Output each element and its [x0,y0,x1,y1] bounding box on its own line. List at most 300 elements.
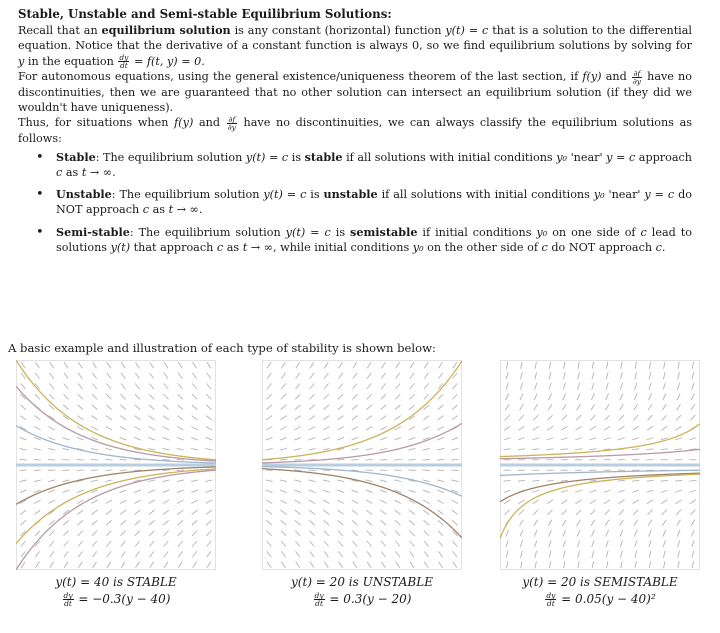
slope-mark [105,470,112,471]
slope-mark [590,426,596,430]
slope-mark [338,551,342,557]
slope-mark [93,562,97,568]
slope-mark [324,551,328,557]
slope-mark [548,510,553,515]
slope-mark [50,551,54,557]
slope-mark [549,530,552,537]
slope-mark [605,520,609,526]
slope-mark [135,541,140,547]
slope-mark [294,480,301,482]
slope-mark [548,520,552,526]
slope-mark [135,520,140,525]
slope-mark [309,500,315,503]
slope-mark [635,372,637,379]
slope-mark [352,437,359,440]
slope-mark [620,393,623,400]
slope-mark [120,500,126,503]
slope-mark [134,500,140,503]
slope-mark [367,384,372,390]
slope-mark [50,562,54,568]
slope-mark [634,393,637,400]
slope-mark [532,480,539,481]
slope-mark [20,490,27,493]
slope-mark [367,531,372,536]
slope-mark [592,561,593,568]
slope-mark [134,427,140,430]
slope-mark [295,541,300,547]
slope-mark [21,384,26,390]
slope-mark [453,362,457,368]
slope-mark [177,416,183,420]
slope-mark [561,500,567,504]
slope-mark [178,520,183,525]
slope-mark [438,405,443,410]
slope-mark [206,510,212,514]
slope-mark [621,561,622,568]
slope-mark [164,551,168,557]
slope-mark [504,500,510,504]
slope-mark [367,541,372,547]
slope-mark [423,459,430,460]
slope-mark [106,520,111,525]
slope-mark [518,426,524,430]
slope-mark [191,437,198,440]
slope-mark [338,416,344,420]
slope-mark [520,393,523,400]
slope-mark [663,530,666,537]
slope-mark [149,520,154,525]
slope-mark [649,372,651,379]
slope-mark [691,530,694,537]
section-title: Stable, Unstable and Semi-stable Equilibrium Solutions: [18,7,392,21]
slope-mark [267,384,272,390]
slope-mark [506,530,509,537]
slope-mark [192,384,197,390]
slope-mark [521,551,523,558]
slope-mark [107,384,112,390]
slope-mark [564,561,565,568]
slope-mark [121,362,125,368]
slope-mark [663,540,665,547]
slope-mark [518,438,525,440]
slope-mark [451,470,458,471]
slope-mark [561,449,568,450]
slope-mark [423,510,429,514]
slope-mark [48,480,55,482]
slope-mark [592,362,593,369]
slope-mark [591,404,595,410]
slope-mark [606,372,608,379]
slope-mark [309,437,316,440]
slope-mark [366,405,371,410]
slope-mark [589,480,596,481]
slope-mark [663,372,665,379]
slope-mark [91,500,97,503]
slope-mark [34,500,40,503]
slope-mark [437,500,443,503]
slope-mark [192,373,196,379]
slope-mark [20,437,27,440]
slope-mark [504,480,511,481]
slope-mark [92,551,96,557]
slope-mark [634,404,638,410]
slope-mark [280,480,287,482]
slope-mark [547,500,553,504]
slope-mark [353,551,357,557]
slope-mark [295,416,301,420]
slope-mark [547,438,554,440]
slope-mark [647,490,654,492]
slope-mark [92,384,97,390]
slope-mark [178,405,183,410]
slope-mark [120,520,125,525]
slope-mark [451,480,458,482]
slope-mark [410,373,414,379]
slope-mark [437,470,444,471]
slope-mark [178,562,182,568]
slope-mark [381,531,386,536]
slope-mark [310,541,315,547]
slope-mark [635,383,637,390]
slope-mark [352,520,357,525]
slope-mark [647,426,653,430]
slope-mark [452,520,457,525]
slope-mark [619,415,624,420]
slope-mark [689,480,696,481]
slope-mark [339,362,343,368]
slope-mark [149,427,155,430]
slope-mark [589,490,596,492]
slope-mark [352,510,358,514]
slope-mark [662,415,667,420]
slope-mark [562,415,567,420]
slope-mark [621,362,622,369]
slope-mark [78,562,82,568]
slope-mark [205,480,212,482]
slope-mark [563,372,565,379]
slope-mark [296,562,300,568]
slope-mark [163,405,168,410]
slope-mark [648,415,653,420]
slope-mark [533,500,539,504]
slope-mark [280,510,286,514]
slope-mark [192,416,198,420]
slope-mark [63,394,68,399]
slope-mark [380,490,387,493]
slope-mark [676,415,681,420]
slope-mark [576,500,582,504]
slope-mark [521,372,523,379]
slope-mark [135,405,140,410]
slope-mark [35,551,39,557]
slope-mark [149,405,154,410]
slope-mark [646,449,653,450]
slope-mark [163,531,168,536]
slope-mark [295,384,300,390]
slope-mark [309,394,314,399]
slope-mark [267,531,272,536]
slope-mark [20,448,27,450]
slope-mark [380,416,386,420]
slope-mark [310,373,314,379]
slope-mark [575,449,582,450]
slope-mark [438,373,442,379]
slope-mark [423,470,430,471]
slope-mark [191,490,198,493]
slope-mark [134,437,141,440]
slope-mark [281,373,285,379]
slope-mark [409,448,416,450]
slope-mark [592,372,594,379]
slope-mark [533,510,538,515]
slope-mark [92,405,97,410]
slope-mark [63,448,70,450]
slope-mark [106,427,112,430]
slope-mark [437,448,444,450]
fraction-dy-dt: $\frac{dy}{dt}$ [119,53,129,71]
slope-mark [592,383,594,390]
slope-mark [409,520,414,525]
slope-mark [561,426,567,430]
slope-mark [21,362,25,368]
slope-mark [635,540,637,547]
slope-mark [49,541,54,547]
slope-mark [577,383,579,390]
slope-mark [295,394,300,399]
slope-mark [150,373,154,379]
slope-mark [649,393,652,400]
slope-mark [395,531,400,536]
slope-mark [106,531,111,536]
slope-mark [308,470,315,471]
slope-mark [648,510,653,515]
slope-mark [605,510,610,515]
slope-mark [678,372,680,379]
slope-mark [353,362,357,368]
slope-mark [677,520,681,526]
slope-mark [606,383,608,390]
slope-mark [380,427,386,430]
text-block [18,7,692,262]
slope-mark [633,500,639,504]
slope-mark [590,510,595,515]
slope-mark [78,384,83,390]
slope-mark [396,562,400,568]
slope-mark [618,480,625,481]
slope-mark [324,405,329,410]
slope-mark [266,405,271,410]
slope-mark [352,500,358,503]
slope-mark [63,531,68,536]
slope-mark [192,405,197,410]
slope-mark [548,415,553,420]
slope-mark [395,510,401,514]
slope-mark [296,373,300,379]
slope-mark [266,520,271,525]
slope-mark [64,551,68,557]
slope-mark [424,531,429,536]
slope-mark [676,426,682,430]
slope-mark [163,416,169,420]
slope-mark [452,394,457,399]
solution-curve [500,474,700,538]
slope-mark [107,562,111,568]
slope-mark [518,500,524,504]
slope-mark [576,415,581,420]
slope-mark [149,500,155,503]
slope-mark [534,530,537,537]
slope-mark [20,459,27,460]
slope-mark [410,362,414,368]
slope-mark [505,404,509,410]
slope-mark [206,405,211,410]
slope-mark [395,416,401,420]
slope-mark [120,416,126,420]
slope-mark [192,520,197,525]
slope-mark [48,448,55,450]
slope-field-stable [16,360,216,570]
slope-mark [646,480,653,481]
slope-mark [380,480,387,482]
slope-mark [409,405,414,410]
slope-mark [121,394,126,399]
slope-mark [618,490,625,492]
slope-mark [48,470,55,471]
slope-mark [546,449,553,450]
slope-mark [280,448,287,450]
slope-mark [423,490,430,493]
slope-mark [163,490,170,493]
slope-mark [295,520,300,525]
slope-mark [309,480,316,482]
slope-mark [352,490,359,493]
paragraph-classification: Thus, for situations when f(y) and $\frac{\partial f}{\partial y}$ have no discontinuities, we can always classify the equilibrium solutions as follows: [18,114,693,145]
slope-mark [162,470,169,471]
slope-mark [281,394,286,399]
plot-unstable [262,360,462,570]
slope-mark [676,500,682,504]
slope-mark [150,562,154,568]
slope-mark [549,393,552,400]
slope-mark [34,416,40,420]
slope-mark [589,438,596,440]
slope-mark [618,438,625,440]
slope-mark [353,373,357,379]
solution-curve [500,473,700,502]
slope-mark [164,384,169,390]
slope-mark [121,384,126,390]
slope-mark [549,383,551,390]
slope-mark [92,510,98,514]
slope-mark [533,415,538,420]
slope-mark [424,562,428,568]
slope-mark [678,561,679,568]
slope-mark [534,393,537,400]
slope-mark [520,540,522,547]
slope-mark [121,551,125,557]
slope-mark [634,530,637,537]
slope-mark [135,394,140,399]
slope-mark [661,449,668,450]
slope-mark [521,561,522,568]
slope-mark [149,394,154,399]
slope-mark [395,520,400,525]
slope-mark [192,551,196,557]
slope-mark [394,480,401,482]
slope-mark [324,373,328,379]
slope-mark [453,551,457,557]
slope-mark [309,427,315,430]
slope-mark [438,551,442,557]
slope-mark [506,393,509,400]
paragraph-definition: Recall that an equilibrium solution is any constant (horizontal) function y(t) = c that is a solution to the differential equation. Notice that the derivative of a constant function is always 0, so we find equilibrium solutions by solving for y in the equation $\frac{dy}{dt}$ = f(t, y) = 0. [18,23,693,71]
slope-mark [352,427,358,430]
slope-mark [163,448,170,450]
slope-mark [280,459,287,460]
slope-mark [506,383,508,390]
slope-mark [563,530,566,537]
slope-mark [266,437,273,440]
slope-mark [518,449,525,450]
slope-mark [78,362,82,368]
slope-mark [578,551,580,558]
slope-mark [410,384,415,390]
slope-mark [423,480,430,482]
slope-mark [519,415,524,420]
slope-mark [564,362,565,369]
slope-mark [663,393,666,400]
slope-mark [648,404,652,410]
slope-mark [692,383,694,390]
slope-mark [267,551,271,557]
slope-mark [281,405,286,410]
slope-mark [677,540,679,547]
slope-mark [619,510,624,515]
slope-mark [35,531,40,536]
slope-mark [409,510,415,514]
slope-mark [578,372,580,379]
slope-mark [309,531,314,536]
slope-mark [662,510,667,515]
slope-mark [91,448,98,450]
list-item-stable: • Stable: The equilibrium solution y(t) = c is stable if all solutions with initial conditions y₀ 'near' y = c approach c as t → ∞. [18,150,692,180]
slope-mark [366,459,373,460]
slope-mark [381,384,386,390]
slope-mark [562,404,566,410]
slope-mark [437,490,444,493]
slope-mark [178,551,182,557]
slope-mark [267,373,271,379]
slope-mark [424,520,429,525]
slope-mark [121,531,126,536]
slope-mark [395,394,400,399]
slope-mark [107,362,111,368]
slope-mark [504,449,511,450]
slope-mark [506,372,508,379]
slope-mark [34,510,40,514]
slope-mark [120,427,126,430]
slope-mark [105,480,112,482]
slope-mark [64,362,68,368]
slope-mark [34,459,41,460]
slope-mark [452,437,459,440]
slope-mark [675,438,682,440]
slope-mark [49,427,55,430]
slope-mark [366,500,372,503]
slope-mark [621,551,623,558]
slope-mark [620,404,624,410]
slope-mark [78,373,82,379]
